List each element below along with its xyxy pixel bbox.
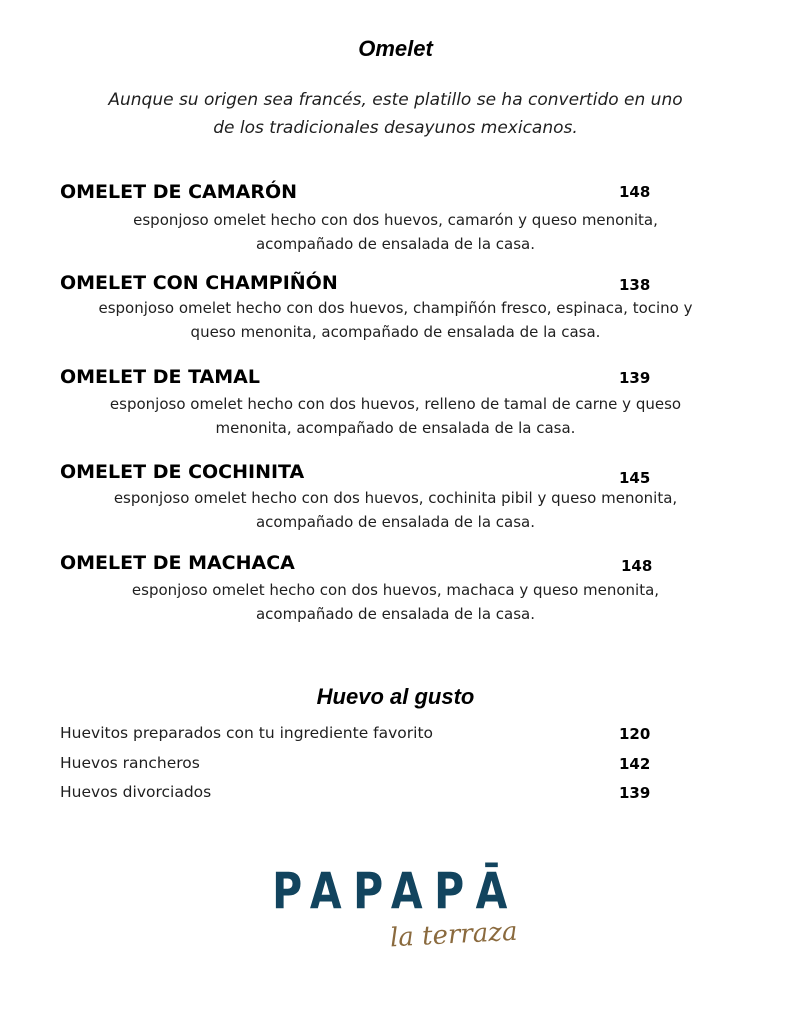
dish-name: OMELET DE MACHACA [60, 552, 295, 574]
dish-name: OMELET CON CHAMPIÑÓN [60, 272, 338, 294]
egg-item-name: Huevitos preparados con tu ingrediente favorito [60, 724, 434, 742]
dish-price: 148 [621, 557, 653, 575]
omelet-section-title: Omelet [358, 36, 433, 61]
egg-item-price: 120 [619, 725, 651, 743]
egg-item-name: Huevos rancheros [60, 754, 200, 772]
egg-item-name: Huevos divorciados [60, 783, 212, 801]
dish-description-line-1: esponjoso omelet hecho con dos huevos, cochinita pibil y queso menonita, [113, 489, 678, 507]
dish-price: 148 [619, 183, 651, 201]
omelet-intro-line-2: de los tradicionales desayunos mexicanos. [213, 118, 578, 138]
omelet-intro-line-1: Aunque su origen sea francés, este platillo se ha convertido en uno [108, 90, 683, 110]
dish-name: OMELET DE CAMARÓN [60, 181, 298, 203]
dish-description-line-1: esponjoso omelet hecho con dos huevos, relleno de tamal de carne y queso [109, 395, 682, 413]
dish-price: 138 [619, 276, 651, 294]
dish-description-line-2: menonita, acompañado de ensalada de la casa. [215, 419, 576, 437]
dish-description-line-1: esponjoso omelet hecho con dos huevos, machaca y queso menonita, [131, 581, 660, 599]
dish-description [60, 208, 731, 256]
dish-description-line-2: acompañado de ensalada de la casa. [255, 605, 536, 623]
dish-description [60, 578, 731, 626]
huevo-section-title: Huevo al gusto [316, 684, 475, 709]
omelet-intro [60, 86, 731, 142]
dish-description-line-1: esponjoso omelet hecho con dos huevos, champiñón fresco, espinaca, tocino y [98, 299, 693, 317]
egg-item-price: 142 [619, 755, 651, 773]
dish-description-line-2: acompañado de ensalada de la casa. [255, 235, 536, 253]
dish-price: 145 [619, 469, 651, 487]
dish-price: 139 [619, 369, 651, 387]
dish-description [60, 296, 731, 344]
dish-name: OMELET DE TAMAL [60, 366, 260, 388]
dish-name: OMELET DE COCHINITA [60, 461, 305, 483]
brand-logo: PAPAPĀ [272, 862, 519, 920]
egg-item-price: 139 [619, 784, 651, 802]
dish-description-line-2: queso menonita, acompañado de ensalada de la casa. [190, 323, 601, 341]
dish-description [60, 392, 731, 440]
dish-description-line-2: acompañado de ensalada de la casa. [255, 513, 536, 531]
dish-description-line-1: esponjoso omelet hecho con dos huevos, camarón y queso menonita, [133, 211, 658, 229]
brand-tagline: la terraza [389, 916, 519, 954]
dish-description [60, 486, 731, 534]
